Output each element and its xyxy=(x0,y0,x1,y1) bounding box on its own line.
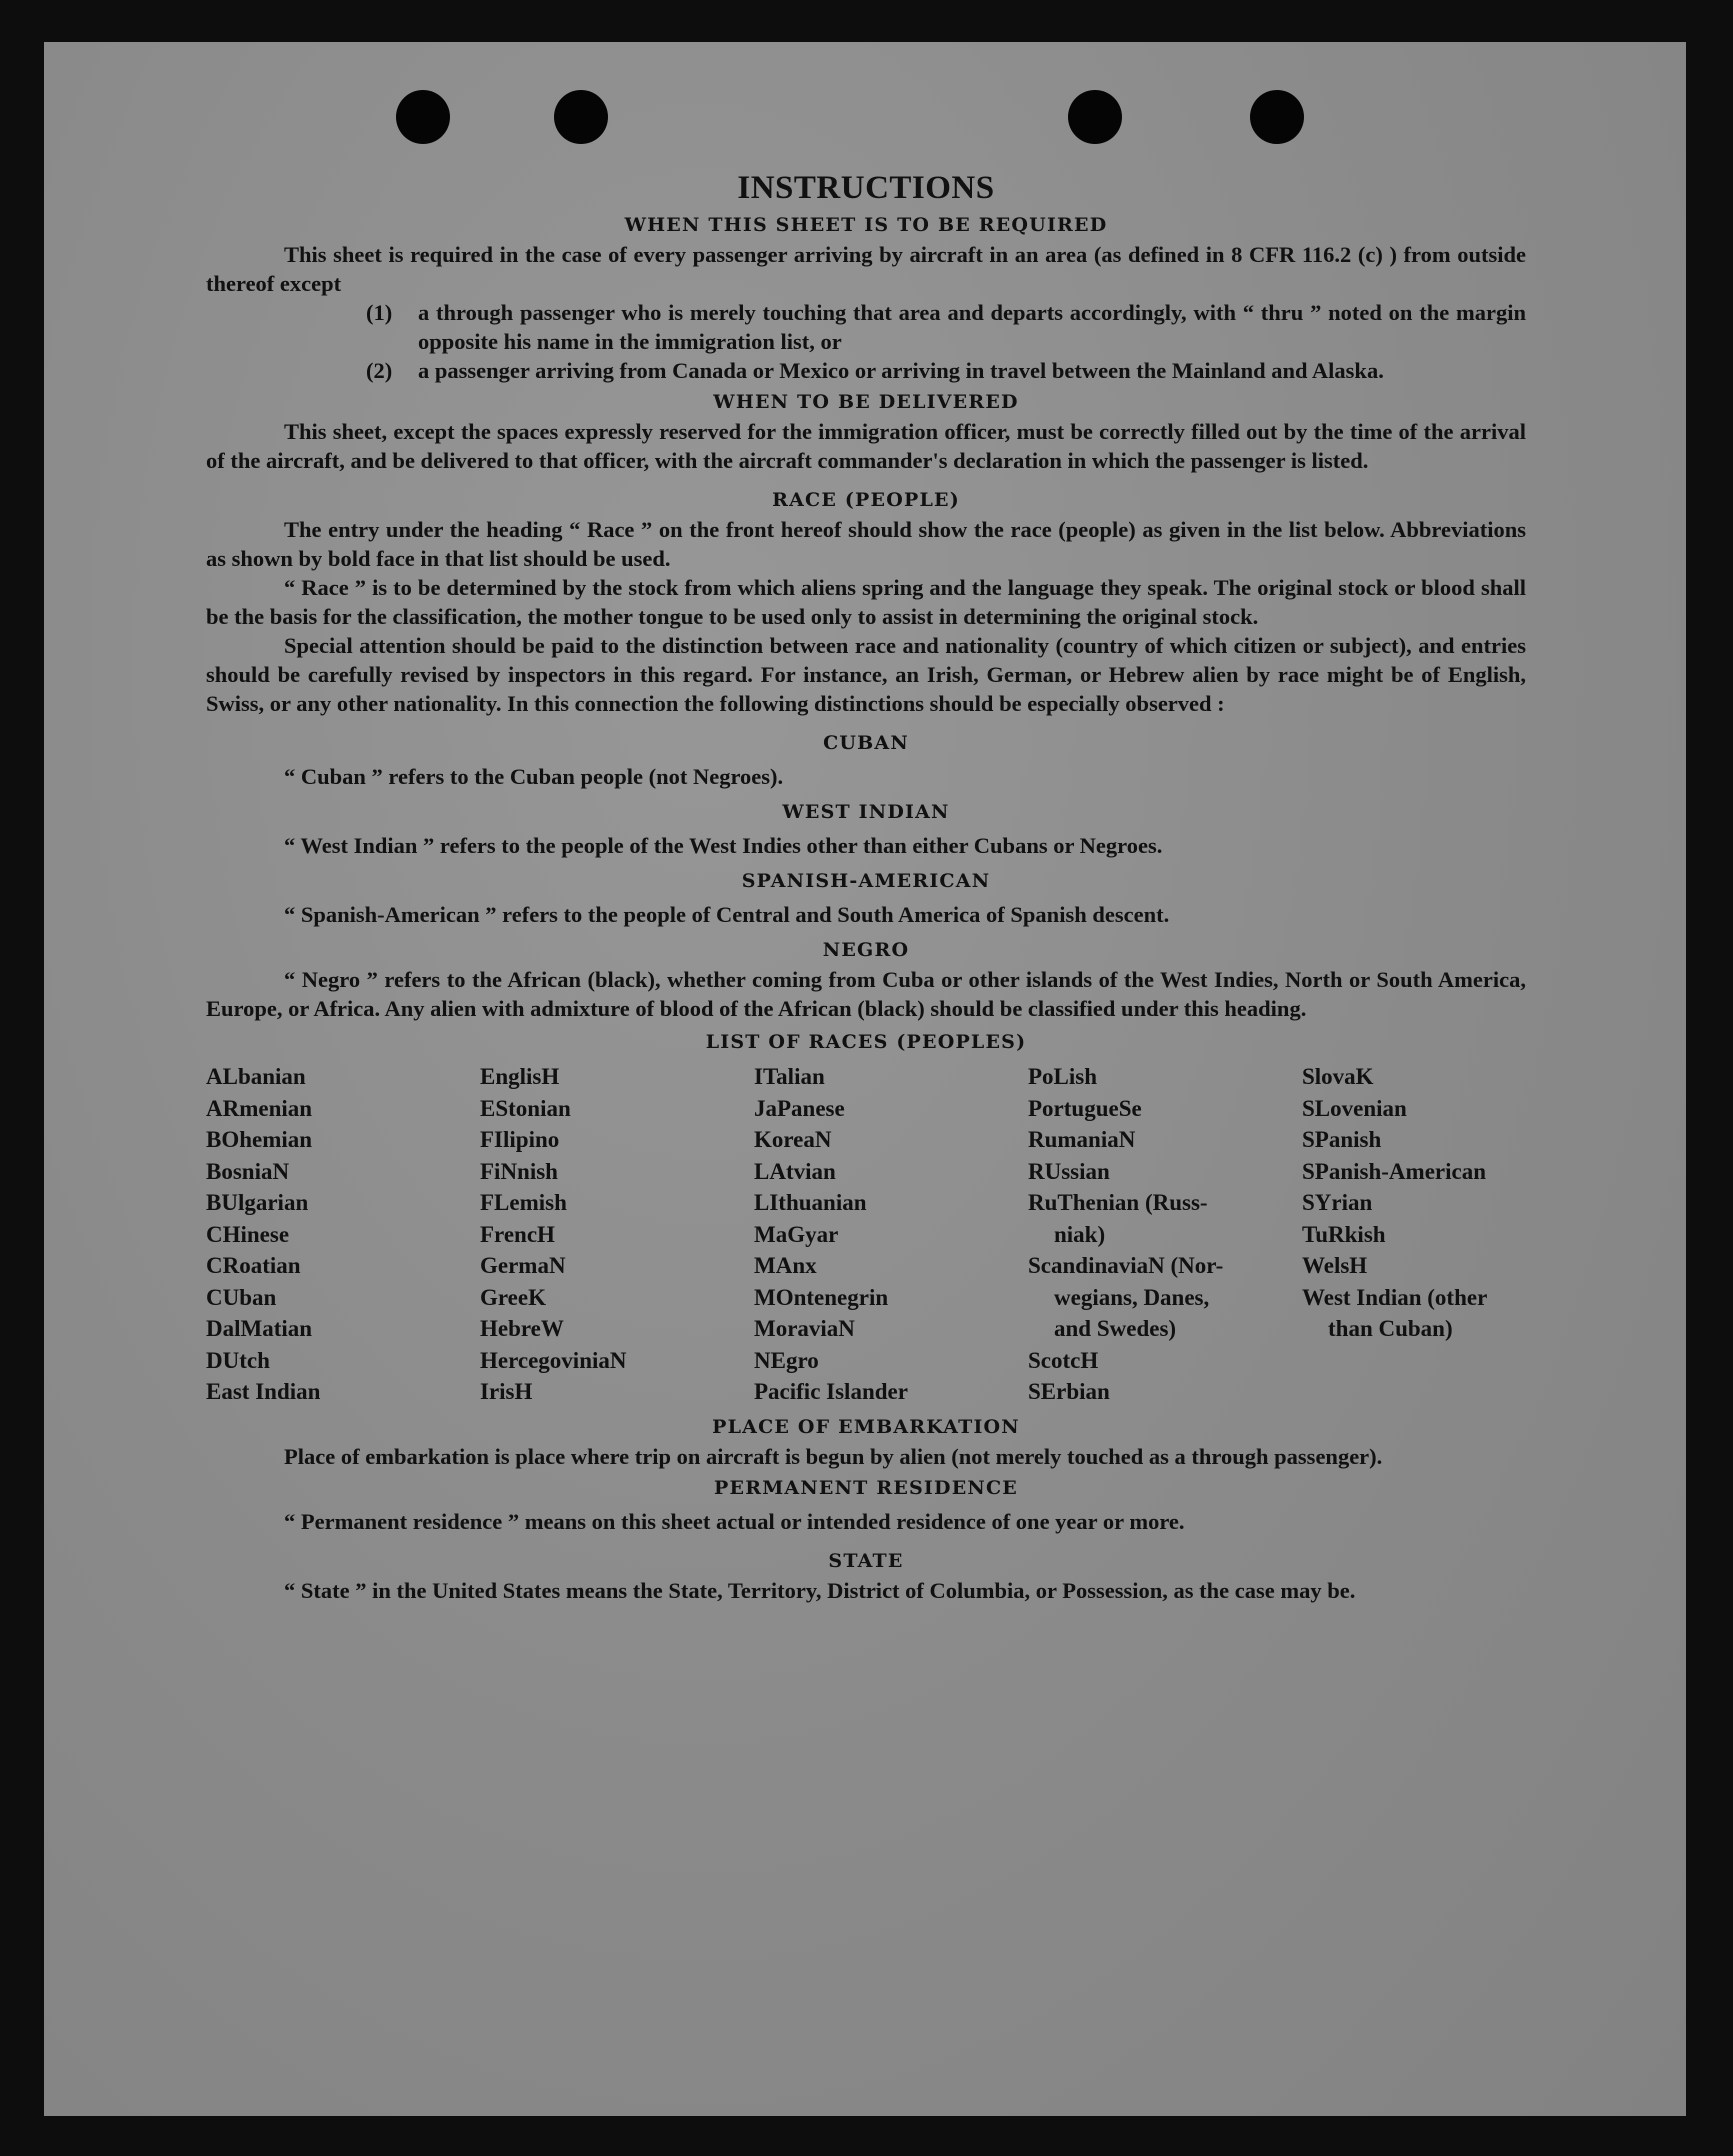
race-entry: HercegoviniaN xyxy=(480,1347,627,1373)
race-entry: MaGyar xyxy=(754,1221,839,1247)
heading-list-of-races: LIST OF RACES (PEOPLES) xyxy=(705,1031,1027,1053)
races-column xyxy=(206,1061,480,1408)
exception-number: (1) xyxy=(366,300,393,325)
race-paragraph: “ Race ” is to be determined by the stock from which aliens spring and the language they speak. The original stock or blood shall be the basis for the classification, the mother tongue to be used only to assist in determining the original stock. xyxy=(206,575,1526,629)
heading-place-of-embarkation: PLACE OF EMBARKATION xyxy=(712,1415,1020,1438)
race-entry: CHinese xyxy=(206,1221,290,1247)
race-paragraph: The entry under the heading “ Race ” on the front hereof should show the race (people) as given in the list below. Abbreviations as shown by bold face in that list should be used. xyxy=(206,517,1526,571)
race-entry: DalMatian xyxy=(206,1316,313,1341)
race-entry: HebreW xyxy=(480,1316,564,1341)
negro-definition: “ Negro ” refers to the African (black), whether coming from Cuba or other islands of the West Indies, North or South America, Europe, or Africa. Any alien with admixture of blood of the African (black) should be classified under this heading. xyxy=(206,967,1526,1021)
race-entry: EnglisH xyxy=(480,1064,560,1089)
race-entry: West Indian (other xyxy=(1302,1284,1488,1310)
punch-hole xyxy=(1068,90,1122,144)
punch-hole xyxy=(554,90,608,144)
race-entry: TuRkish xyxy=(1302,1221,1386,1247)
races-list xyxy=(206,1061,1526,1408)
heading-race: RACE (PEOPLE) xyxy=(772,489,960,511)
race-entry: CRoatian xyxy=(206,1253,301,1278)
races-column xyxy=(480,1061,754,1408)
races-column xyxy=(1028,1061,1302,1408)
race-entry: PoLish xyxy=(1028,1064,1098,1089)
race-entry: FiNnish xyxy=(480,1158,558,1184)
heading-state: STATE xyxy=(828,1549,904,1572)
exception-item xyxy=(366,356,1526,385)
race-entry: BUlgarian xyxy=(206,1190,309,1215)
race-entry: MOntenegrin xyxy=(754,1284,889,1310)
heading-west-indian: WEST INDIAN xyxy=(782,801,950,823)
exception-number: (2) xyxy=(366,358,393,383)
page-title: INSTRUCTIONS xyxy=(737,170,995,206)
race-entry: LIthuanian xyxy=(754,1190,867,1215)
race-entry: SPanish-American xyxy=(1302,1158,1486,1184)
heading-permanent-residence: PERMANENT RESIDENCE xyxy=(714,1476,1018,1499)
races-column xyxy=(1302,1061,1526,1408)
race-entry: ITalian xyxy=(754,1064,825,1089)
race-entry: LAtvian xyxy=(754,1158,836,1184)
residence-definition: “ Permanent residence ” means on this sheet actual or intended residence of one year or more. xyxy=(284,1508,1185,1534)
race-entry: WelsH xyxy=(1302,1253,1368,1278)
west-indian-definition: “ West Indian ” refers to the people of the West Indies other than either Cubans or Negroes. xyxy=(284,833,1163,858)
race-entry: RumaniaN xyxy=(1028,1127,1136,1152)
instructions-content xyxy=(206,168,1526,1605)
cuban-definition: “ Cuban ” refers to the Cuban people (not Negroes). xyxy=(284,764,784,789)
race-entry: FLemish xyxy=(480,1190,567,1215)
race-entry: RuThenian (Russ- xyxy=(1028,1190,1208,1215)
race-entry: CUban xyxy=(206,1284,277,1310)
heading-negro: NEGRO xyxy=(822,939,910,961)
race-entry: SlovaK xyxy=(1302,1064,1374,1089)
race-entry: GermaN xyxy=(480,1253,566,1278)
race-entry: RUssian xyxy=(1028,1158,1110,1184)
race-entry-continued: and Swedes) xyxy=(1054,1316,1177,1341)
race-entry: East Indian xyxy=(206,1379,321,1404)
race-entry: SPanish xyxy=(1302,1127,1382,1152)
race-entry: Pacific Islander xyxy=(754,1379,908,1404)
when-required-intro: This sheet is required in the case of every passenger arriving by aircraft in an area (as defined in 8 CFR 116.2 (c) ) from outside thereof except xyxy=(206,242,1526,296)
race-entry: SErbian xyxy=(1028,1379,1110,1404)
heading-cuban: CUBAN xyxy=(823,732,909,754)
exception-text: a passenger arriving from Canada or Mexico or arriving in travel between the Mainland and Alaska. xyxy=(418,358,1384,383)
race-entry: EStonian xyxy=(480,1095,571,1121)
race-entry: ARmenian xyxy=(206,1095,313,1121)
race-entry: MAnx xyxy=(754,1253,817,1278)
punch-hole xyxy=(1250,90,1304,144)
race-entry: ScotcH xyxy=(1028,1347,1099,1373)
race-entry: BOhemian xyxy=(206,1127,313,1152)
race-entry: FrencH xyxy=(480,1221,555,1247)
races-column xyxy=(754,1061,1028,1408)
when-delivered-text: This sheet, except the spaces expressly reserved for the immigration officer, must be correctly filled out by the time of the arrival of the aircraft, and be delivered to that officer, with the aircraft commander's declaration in which the passenger is listed. xyxy=(206,419,1526,473)
race-entry: DUtch xyxy=(206,1347,270,1373)
race-entry: IrisH xyxy=(480,1379,533,1404)
race-entry: KoreaN xyxy=(754,1127,832,1152)
state-definition: “ State ” in the United States means the State, Territory, District of Columbia, or Possession, as the case may be. xyxy=(284,1577,1356,1603)
punch-hole xyxy=(396,90,450,144)
race-entry: GreeK xyxy=(480,1284,546,1310)
embarkation-definition: Place of embarkation is place where trip on aircraft is begun by alien (not merely touched as a through passenger). xyxy=(284,1443,1383,1469)
race-entry: FIlipino xyxy=(480,1127,560,1152)
exception-item xyxy=(366,298,1526,356)
race-entry: SYrian xyxy=(1302,1190,1373,1215)
race-entry-continued: than Cuban) xyxy=(1328,1316,1453,1341)
race-entry: PortugueSe xyxy=(1028,1095,1142,1121)
race-entry: ALbanian xyxy=(206,1064,306,1089)
race-entry: NEgro xyxy=(754,1347,819,1373)
heading-spanish-american: SPANISH-AMERICAN xyxy=(741,870,991,892)
race-entry-continued: wegians, Danes, xyxy=(1054,1284,1210,1310)
spanish-american-definition: “ Spanish-American ” refers to the people of Central and South America of Spanish descent. xyxy=(284,902,1170,927)
race-entry: SLovenian xyxy=(1302,1095,1407,1121)
heading-when-delivered: WHEN TO BE DELIVERED xyxy=(713,391,1019,413)
exception-text: a through passenger who is merely touching that area and departs accordingly, with “ thru ” noted on the margin opposite his name in the immigration list, or xyxy=(418,300,1526,354)
race-entry: MoraviaN xyxy=(754,1316,855,1341)
race-entry: JaPanese xyxy=(754,1095,845,1121)
race-entry: BosniaN xyxy=(206,1158,290,1184)
race-entry: ScandinaviaN (Nor- xyxy=(1028,1253,1224,1278)
race-entry-continued: niak) xyxy=(1054,1221,1106,1247)
heading-when-required: WHEN THIS SHEET IS TO BE REQUIRED xyxy=(624,214,1108,236)
race-paragraph: Special attention should be paid to the distinction between race and nationality (country of which citizen or subject), and entries should be carefully revised by inspectors in this regard. For instance, an Irish, German, or Hebrew alien by race might be of English, Swiss, or any other nationality. In this connection the following distinctions should be especially observed : xyxy=(206,633,1526,716)
